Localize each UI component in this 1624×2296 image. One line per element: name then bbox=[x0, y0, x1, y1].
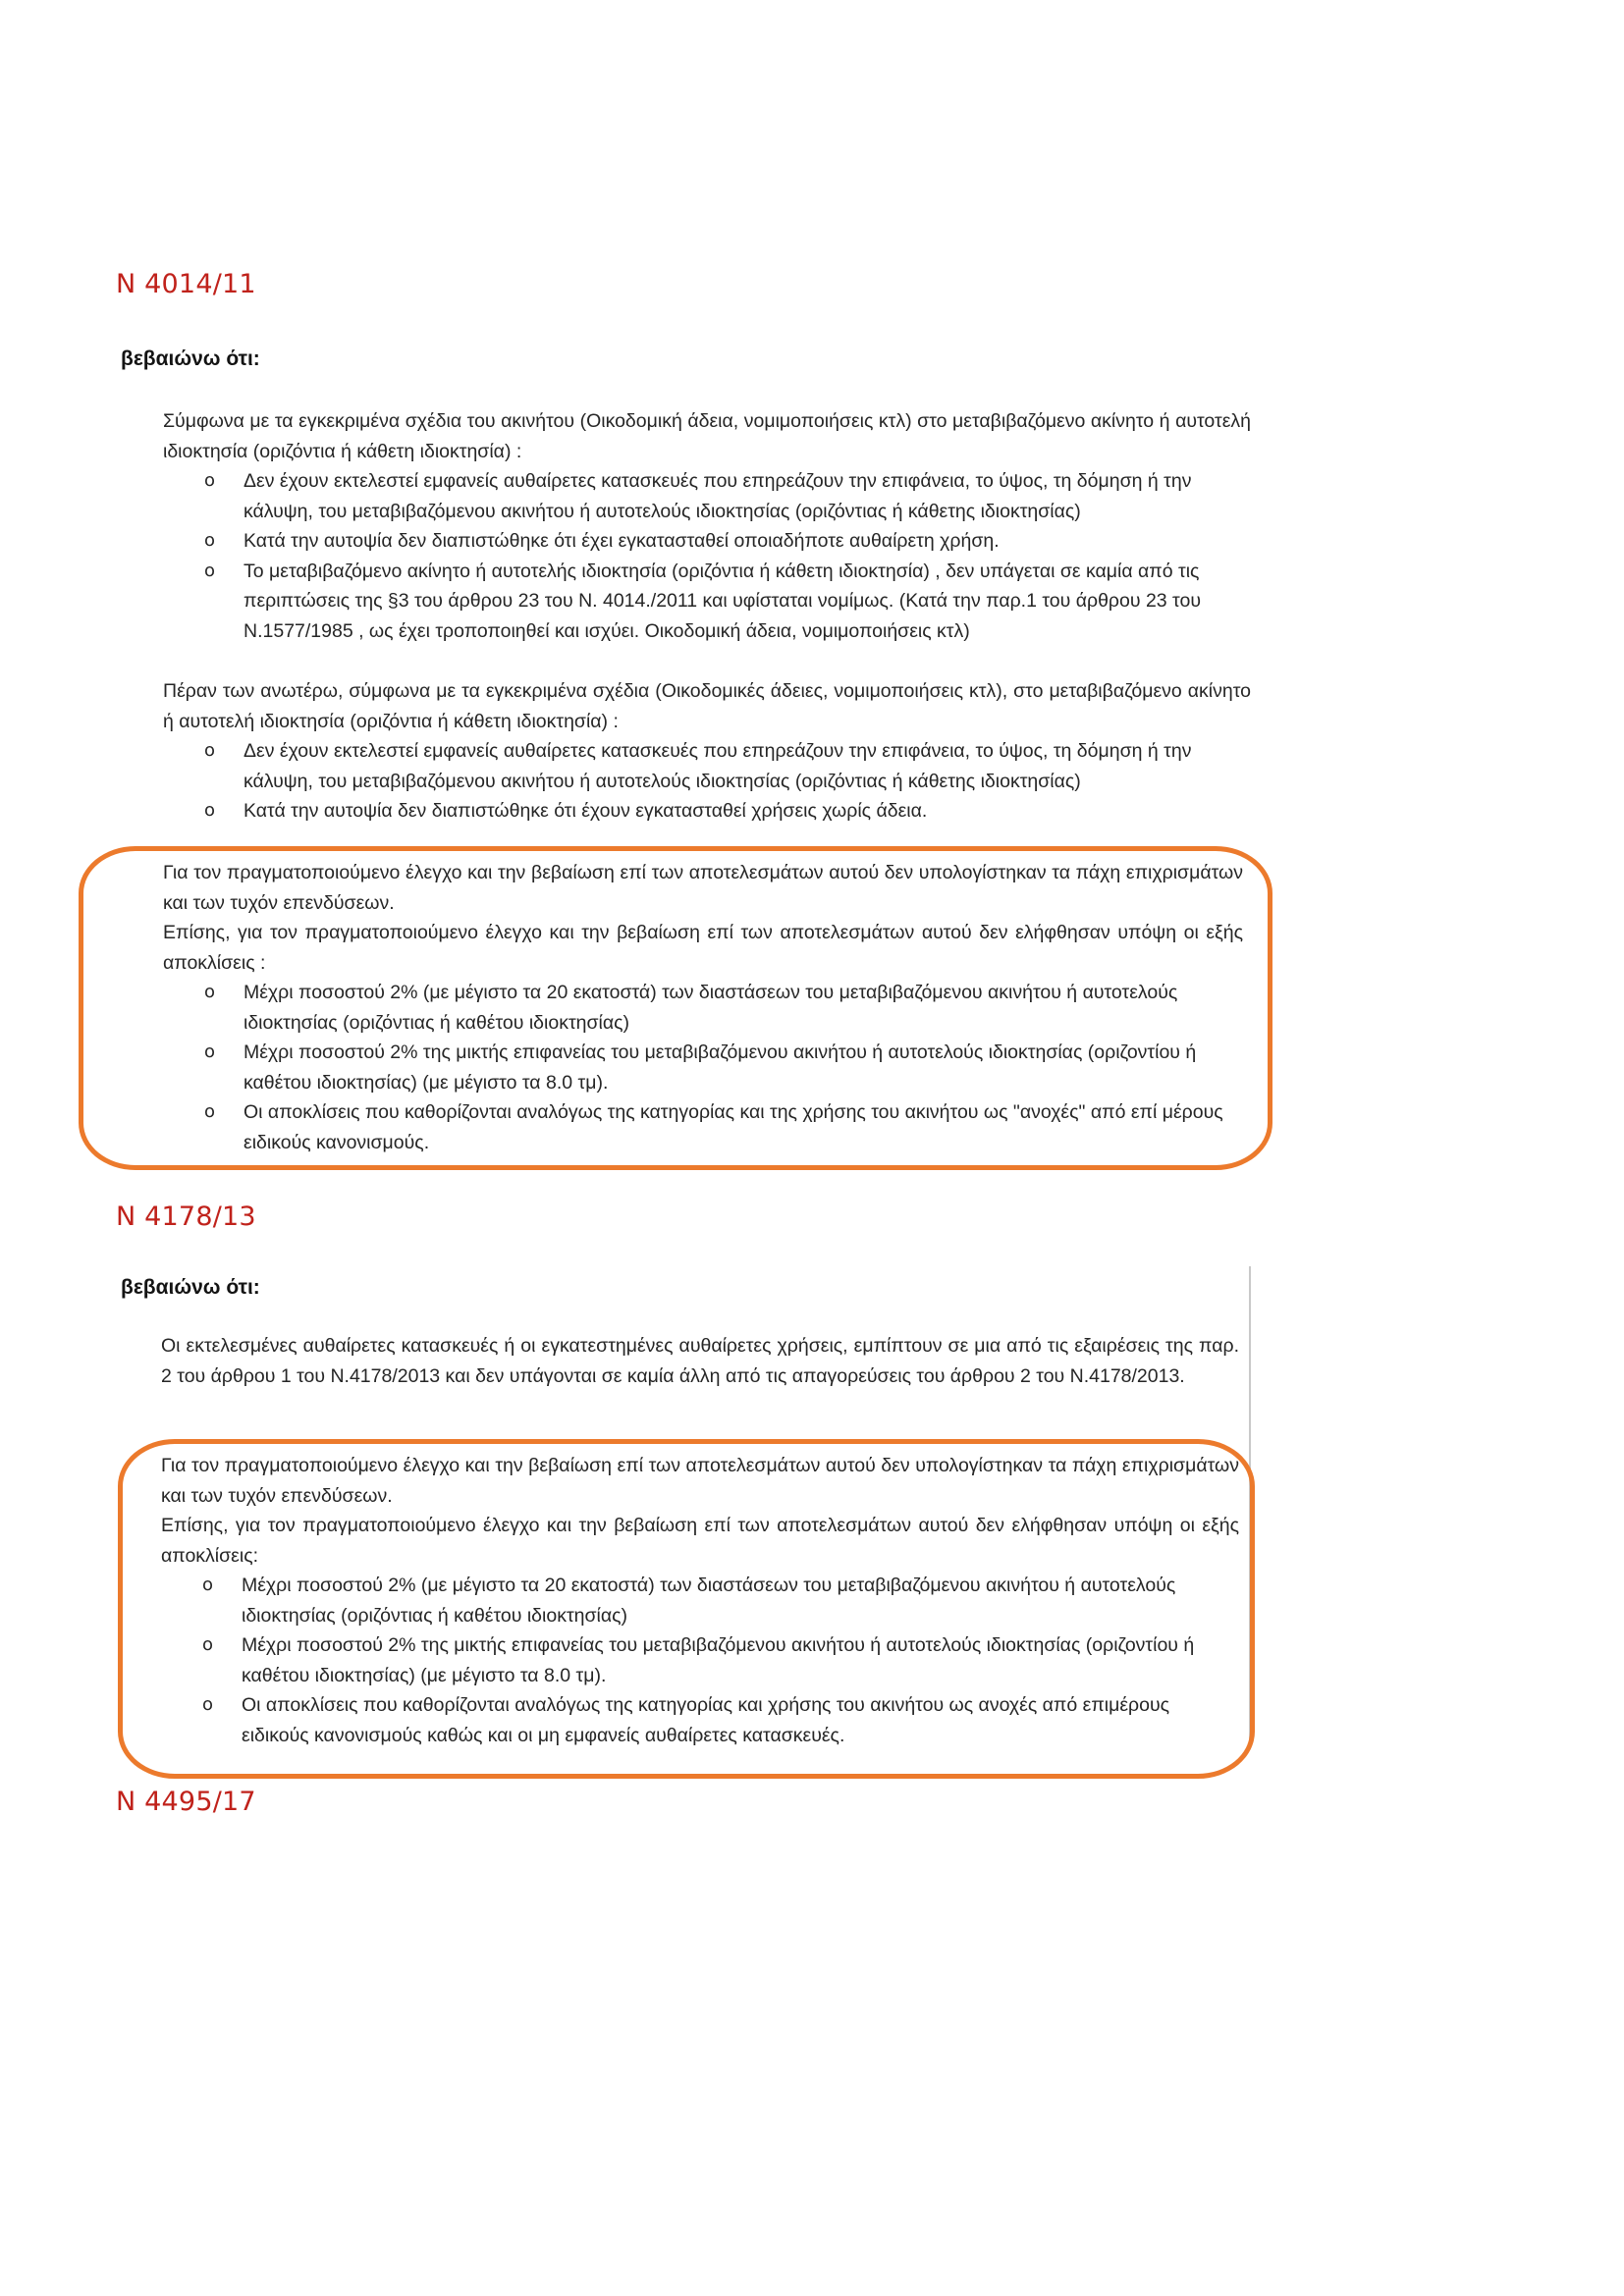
bullet-icon: o bbox=[204, 530, 216, 551]
law-4178-box-paragraph-1: Για τον πραγματοποιούμενο έλεγχο και την βεβαίωση επί των αποτελεσμάτων αυτού δεν υπολογίστηκαν τα πάχη επιχρισμάτων και των τυχόν επενδύσεων. bbox=[161, 1455, 1239, 1507]
law-4178-heading: Ν 4178/13 bbox=[116, 1201, 256, 1232]
bullet-icon: o bbox=[204, 740, 216, 761]
list-item-text: Μέχρι ποσοστού 2% (με μέγιστο τα 20 εκατοστά) των διαστάσεων του μεταβιβαζόμενου ακινήτου ή αυτοτελούς ιδιοκτησίας (οριζόντιας ή καθέτου ιδιοκτησίας) bbox=[242, 1575, 1176, 1627]
list-item-text: Το μεταβιβαζόμενο ακίνητο ή αυτοτελής ιδιοκτησία (οριζόντια ή κάθετη ιδιοκτησία) , δεν υπάγεται σε καμία από τις περιπτώσεις της §3 του άρθρου 23 του Ν. 4014./2011 και υφίσταται νομίμως. (Κατά την παρ.1 του άρθρου 23 του Ν.1577/1985 , ως έχει τροποποιηθεί και ισχύει. Οικοδομική άδεια, νομιμοποιήσεις κτλ) bbox=[244, 560, 1201, 642]
bullet-icon: o bbox=[204, 560, 216, 581]
list-item bbox=[204, 557, 1221, 647]
law-4014-intro-paragraph: Σύμφωνα με τα εγκεκριμένα σχέδια του ακινήτου (Οικοδομική άδεια, νομιμοποιήσεις κτλ) στο μεταβιβαζόμενο ακίνητο ή αυτοτελή ιδιοκτησία (οριζόντια ή κάθετη ιδιοκτησία) : bbox=[163, 410, 1251, 462]
law-4014-certify-heading: βεβαιώνω ότι: bbox=[121, 347, 260, 370]
list-item bbox=[204, 1097, 1247, 1157]
list-item-text: Μέχρι ποσοστού 2% της μικτής επιφανείας του μεταβιβαζόμενου ακινήτου ή αυτοτελούς ιδιοκτησίας (οριζοντίου ή καθέτου ιδιοκτησίας) (με μέγιστο τα 8.0 τμ). bbox=[242, 1634, 1195, 1686]
bullet-icon: o bbox=[204, 800, 216, 821]
page-edge-divider bbox=[1249, 1266, 1251, 1749]
list-item bbox=[204, 796, 1221, 827]
list-item bbox=[202, 1690, 1229, 1750]
list-item-text: Δεν έχουν εκτελεστεί εμφανείς αυθαίρετες κατασκευές που επηρεάζουν την επιφάνεια, το ύψος, τη δόμηση ή την κάλυψη, του μεταβιβαζόμενου ακινήτου ή αυτοτελούς ιδιοκτησίας (οριζόντιας ή κάθετης ιδιοκτησίας) bbox=[244, 740, 1192, 792]
list-item bbox=[204, 526, 1221, 557]
law-4495-heading: Ν 4495/17 bbox=[116, 1787, 256, 1817]
list-item-text: Κατά την αυτοψία δεν διαπιστώθηκε ότι έχουν εγκατασταθεί χρήσεις χωρίς άδεια. bbox=[244, 800, 928, 822]
bullet-icon: o bbox=[204, 1101, 216, 1122]
bullet-icon: o bbox=[204, 470, 216, 491]
bullet-icon: o bbox=[202, 1575, 214, 1595]
law-4178-box-bullet-list bbox=[202, 1571, 1229, 1750]
law-4178-intro-paragraph: Οι εκτελεσμένες αυθαίρετες κατασκευές ή οι εγκατεστημένες αυθαίρετες χρήσεις, εμπίπτουν σε μια από τις εξαιρέσεις της παρ. 2 του άρθρου 1 του Ν.4178/2013 και δεν υπάγονται σε καμία άλλη από τις απαγορεύσεις του άρθρου 2 του Ν.4178/2013. bbox=[161, 1335, 1239, 1387]
law-4014-heading: Ν 4014/11 bbox=[116, 269, 256, 299]
law-4178-certify-heading: βεβαιώνω ότι: bbox=[121, 1276, 260, 1299]
bullet-icon: o bbox=[202, 1634, 214, 1655]
list-item bbox=[202, 1571, 1229, 1630]
law-4014-bullet-list-2 bbox=[204, 736, 1221, 827]
bullet-icon: o bbox=[204, 982, 216, 1002]
list-item-text: Οι αποκλίσεις που καθορίζονται αναλόγως της κατηγορίας και της χρήσης του ακινήτου ως "ανοχές" από επί μέρους ειδικούς κανονισμούς. bbox=[244, 1101, 1223, 1153]
law-4014-box-bullet-list bbox=[204, 978, 1247, 1157]
list-item-text: Κατά την αυτοψία δεν διαπιστώθηκε ότι έχει εγκατασταθεί οποιαδήποτε αυθαίρετη χρήση. bbox=[244, 530, 1000, 552]
law-4014-box-paragraph-2: Επίσης, για τον πραγματοποιούμενο έλεγχο και την βεβαίωση επί των αποτελεσμάτων αυτού δεν ελήφθησαν υπόψη οι εξής αποκλίσεις : bbox=[163, 922, 1243, 974]
list-item-text: Οι αποκλίσεις που καθορίζονται αναλόγως της κατηγορίας και χρήσης του ακινήτου ως ανοχές από επιμέρους ειδικούς κανονισμούς καθώς και οι μη εμφανείς αυθαίρετες κατασκευές. bbox=[242, 1694, 1170, 1746]
law-4178-box-paragraph-2: Επίσης, για τον πραγματοποιούμενο έλεγχο και την βεβαίωση επί των αποτελεσμάτων αυτού δεν ελήφθησαν υπόψη οι εξής αποκλίσεις: bbox=[161, 1515, 1239, 1567]
list-item-text: Μέχρι ποσοστού 2% της μικτής επιφανείας του μεταβιβαζόμενου ακινήτου ή αυτοτελούς ιδιοκτησίας (οριζοντίου ή καθέτου ιδιοκτησίας) (με μέγιστο τα 8.0 τμ). bbox=[244, 1041, 1197, 1094]
list-item-text: Δεν έχουν εκτελεστεί εμφανείς αυθαίρετες κατασκευές που επηρεάζουν την επιφάνεια, το ύψος, τη δόμηση ή την κάλυψη, του μεταβιβαζόμενου ακινήτου ή αυτοτελούς ιδιοκτησίας (οριζόντιας ή κάθετης ιδιοκτησίας) bbox=[244, 470, 1192, 522]
list-item bbox=[202, 1630, 1229, 1690]
list-item bbox=[204, 978, 1247, 1038]
list-item-text: Μέχρι ποσοστού 2% (με μέγιστο τα 20 εκατοστά) των διαστάσεων του μεταβιβαζόμενου ακινήτου ή αυτοτελούς ιδιοκτησίας (οριζόντιας ή καθέτου ιδιοκτησίας) bbox=[244, 982, 1178, 1034]
bullet-icon: o bbox=[202, 1694, 214, 1715]
bullet-icon: o bbox=[204, 1041, 216, 1062]
law-4014-second-intro-paragraph: Πέραν των ανωτέρω, σύμφωνα με τα εγκεκριμένα σχέδια (Οικοδομικές άδειες, νομιμοποιήσεις κτλ), στο μεταβιβαζόμενο ακίνητο ή αυτοτελή ιδιοκτησία (οριζόντια ή κάθετη ιδιοκτησία) : bbox=[163, 680, 1251, 732]
list-item bbox=[204, 1038, 1247, 1097]
law-4014-box-paragraph-1: Για τον πραγματοποιούμενο έλεγχο και την βεβαίωση επί των αποτελεσμάτων αυτού δεν υπολογίστηκαν τα πάχη επιχρισμάτων και των τυχόν επενδύσεων. bbox=[163, 862, 1243, 914]
list-item bbox=[204, 736, 1221, 796]
list-item bbox=[204, 466, 1221, 526]
law-4014-bullet-list-1 bbox=[204, 466, 1221, 646]
